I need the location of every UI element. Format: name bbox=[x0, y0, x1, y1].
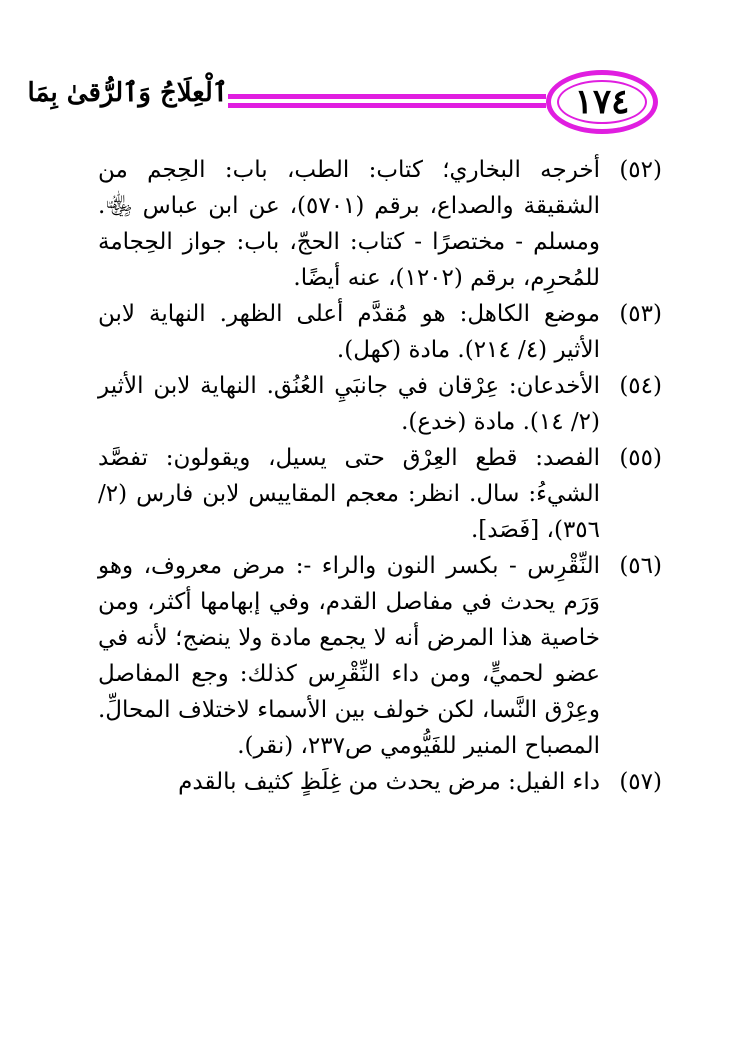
header-double-rule bbox=[228, 93, 546, 111]
footnote-text: داء الفيل: مرض يحدث من غِلَظٍ كثيف بالقدم bbox=[178, 769, 600, 795]
footnote-54 bbox=[98, 368, 662, 440]
footnote-text: أخرجه البخاري؛ كتاب: الطب، باب: الحِجم من الشقيقة والصداع، برقم (٥٧٠١)، عن ابن عباس ﵄. ومسلم - مختصرًا - كتاب: الحجّ، باب: جواز الحِجامة للمُحرِم، برقم (١٢٠٢)، عنه أيضًا. bbox=[98, 157, 600, 291]
footnote-56 bbox=[98, 548, 662, 764]
footnote-text: موضع الكاهل: هو مُقدَّم أعلى الظهر. النهاية لابن الأثير (٤/ ٢١٤). مادة (كهل). bbox=[98, 301, 600, 363]
footnote-52 bbox=[98, 152, 662, 296]
footnote-53 bbox=[98, 296, 662, 368]
footnote-number: (٥٥) bbox=[619, 445, 662, 471]
footnote-number: (٥٢) bbox=[619, 157, 662, 183]
page-number: ١٧٤ bbox=[574, 82, 630, 122]
footnote-57 bbox=[98, 764, 662, 800]
footnote-number: (٥٦) bbox=[619, 553, 662, 579]
header-rule-bottom bbox=[228, 103, 546, 108]
footnote-55 bbox=[98, 440, 662, 548]
footnote-text: النِّقْرِس - بكسر النون والراء -: مرض معروف، وهو وَرَم يحدث في مفاصل القدم، وفي إبهامها أكثر، ومن خاصية هذا المرض أنه لا يجمع مادة ولا ينضج؛ لأنه في عضو لحميٍّ، ومن داء النِّقْرِس كذلك: وجع المفاصل وعِرْق النَّسا، لكن خولف بين الأسماء لاختلاف المحالِّ. المصباح المنير للفَيُّومي ص٢٣٧، (نقر). bbox=[98, 553, 600, 759]
page-number-badge bbox=[546, 70, 658, 134]
footnote-text: الفصد: قطع العِرْق حتى يسيل، ويقولون: تفصَّد الشيءُ: سال. انظر: معجم المقاييس لابن فارس (٢/ ٣٥٦)، [فَصَد]. bbox=[98, 445, 600, 543]
footnote-text: الأخدعان: عِرْقان في جانبَيِ العُنُق. النهاية لابن الأثير (٢/ ١٤). مادة (خدع). bbox=[98, 373, 600, 435]
footnote-number: (٥٣) bbox=[619, 301, 662, 327]
book-title: ٱلْعِلَاجُ وَٱلرُّقىٰ بِمَا bbox=[27, 78, 228, 108]
footnote-number: (٥٧) bbox=[619, 769, 662, 795]
header-rule-top bbox=[228, 94, 546, 99]
page-header bbox=[27, 70, 658, 136]
footnotes-section bbox=[98, 152, 662, 800]
footnote-number: (٥٤) bbox=[619, 373, 662, 399]
